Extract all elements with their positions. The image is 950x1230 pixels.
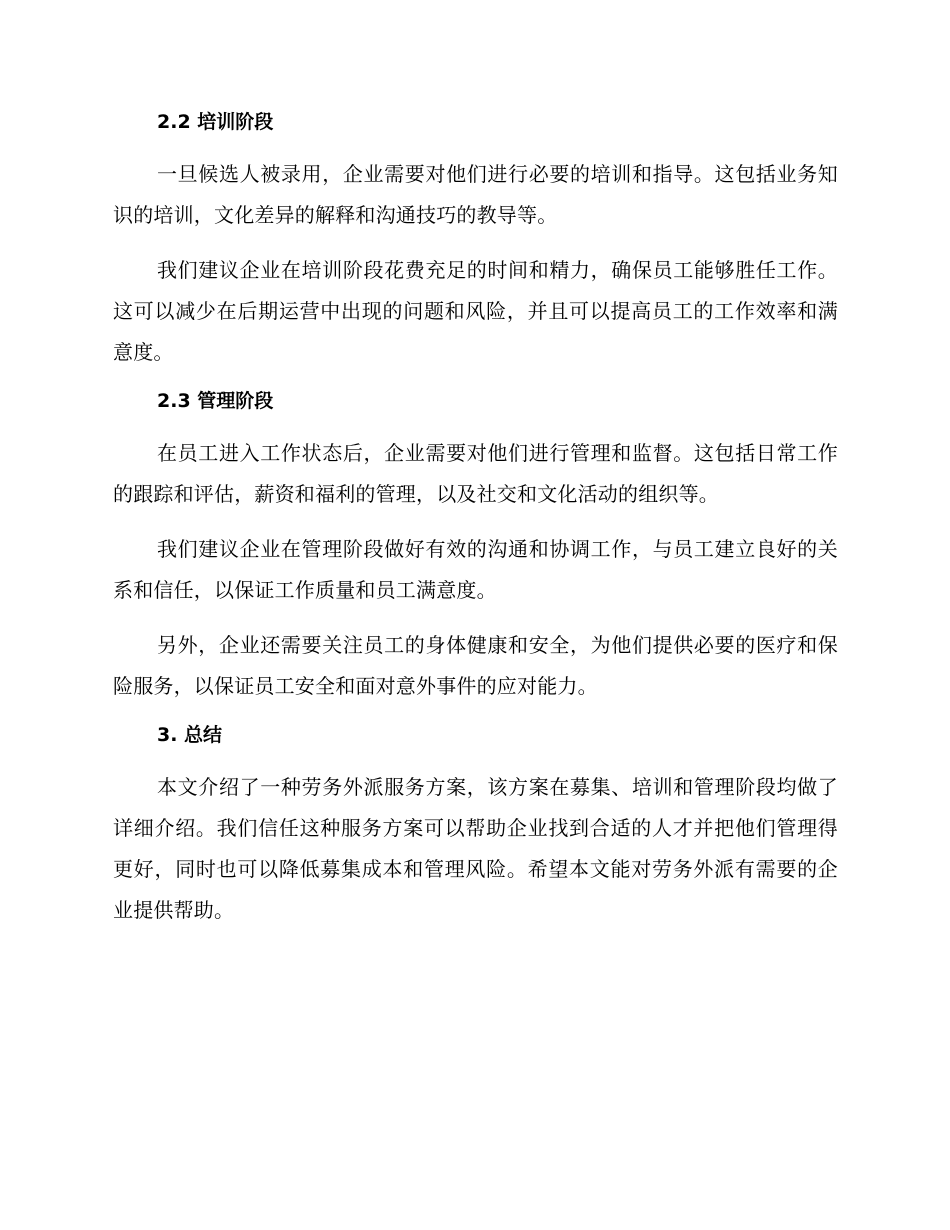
paragraph: 一旦候选人被录用，企业需要对他们进行必要的培训和指导。这包括业务知识的培训，文化差异的解释和沟通技巧的教导等。: [113, 162, 838, 227]
paragraph: 我们建议企业在培训阶段花费充足的时间和精力，确保员工能够胜任工作。这可以减少在后期运营中出现的问题和风险，并且可以提高员工的工作效率和满意度。: [113, 258, 838, 364]
paragraph: 在员工进入工作状态后，企业需要对他们进行管理和监督。这包括日常工作的跟踪和评估，薪资和福利的管理，以及社交和文化活动的组织等。: [113, 441, 838, 506]
paragraph: 我们建议企业在管理阶段做好有效的沟通和协调工作，与员工建立良好的关系和信任，以保证工作质量和员工满意度。: [113, 537, 838, 602]
section-heading-management: 2.3 管理阶段: [157, 390, 274, 412]
paragraph: 另外，企业还需要关注员工的身体健康和安全，为他们提供必要的医疗和保险服务，以保证员工安全和面对意外事件的应对能力。: [113, 633, 838, 698]
section-heading-summary: 3. 总结: [157, 724, 223, 746]
document-body: [113, 108, 838, 945]
paragraph: 本文介绍了一种劳务外派服务方案，该方案在募集、培训和管理阶段均做了详细介绍。我们信任这种服务方案可以帮助企业找到合适的人才并把他们管理得更好，同时也可以降低募集成本和管理风险。希望本文能对劳务外派有需要的企业提供帮助。: [113, 775, 838, 922]
section-heading-training: 2.2 培训阶段: [157, 111, 274, 133]
